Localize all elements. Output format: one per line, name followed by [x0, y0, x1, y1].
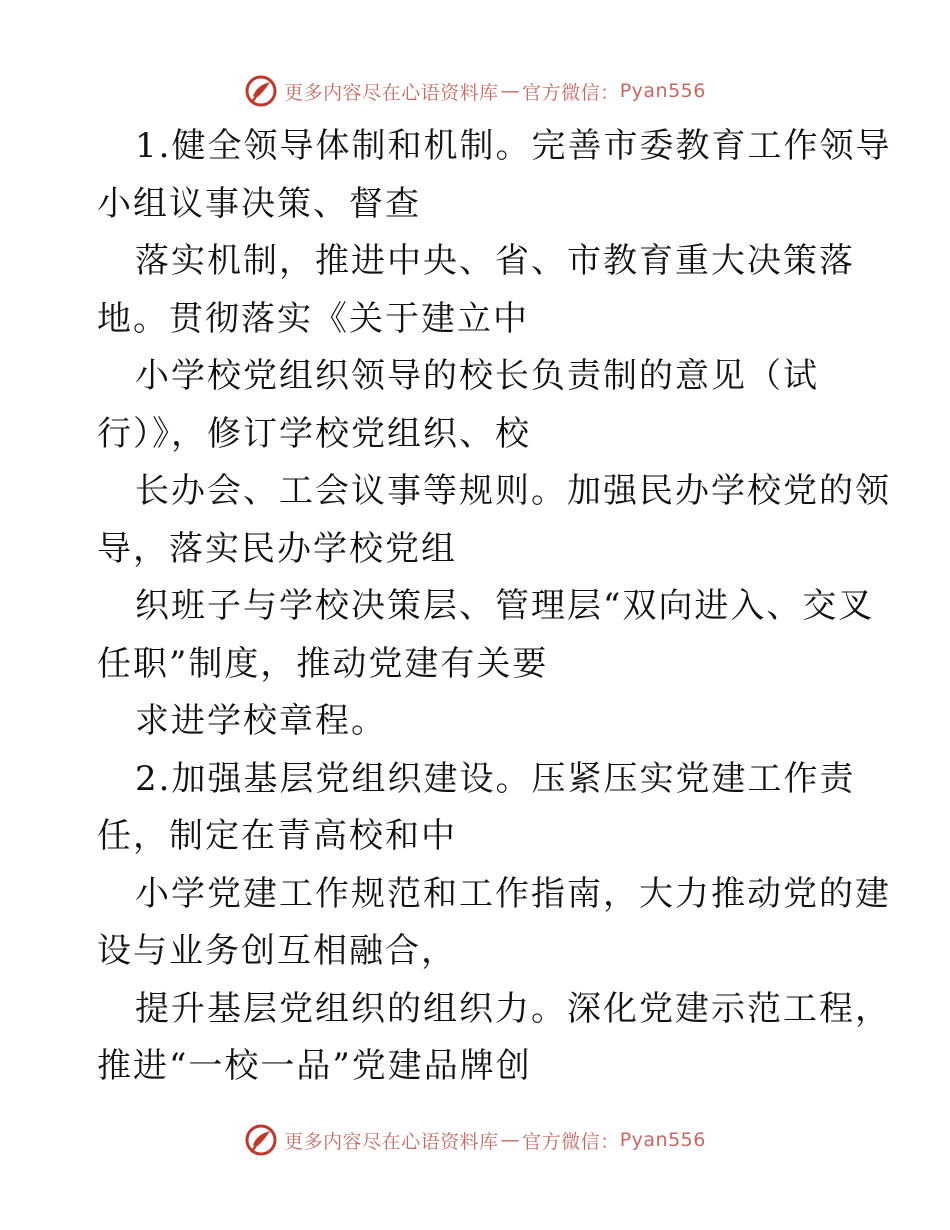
text-line: 提升基层党组织的组织力。深化党建示范工程，	[135, 988, 891, 1029]
banner-official-label: 官方微信：	[522, 1130, 620, 1153]
banner-main-text: 更多内容尽在心语资料库	[284, 81, 499, 104]
text-line: 行）》，修订学校党组织、校	[97, 413, 531, 454]
text-line: 推进“一校一品”党建品牌创	[97, 1046, 532, 1086]
text-line: 任，制定在青高校和中	[97, 816, 457, 856]
text-line: 设与业务创互相融合，	[97, 931, 457, 971]
banner-separator: —	[500, 80, 521, 102]
banner-account: Pyan556	[619, 1129, 706, 1151]
logo-icon	[244, 74, 278, 108]
banner-official-label: 官方微信：	[522, 81, 620, 104]
banner-account: Pyan556	[619, 80, 706, 102]
text-line: 求进学校章程。	[135, 701, 387, 741]
document-body	[97, 118, 892, 1096]
text-line: 长办会、工会议事等规则。加强民办学校党的领	[135, 471, 891, 511]
text-line: 地。贯彻落实《关于建立中	[97, 298, 529, 339]
text-line: 任职”制度，推动党建有关要	[97, 643, 549, 684]
text-line: 小学校党组织领导的校长负责制的意见（试	[135, 356, 819, 396]
text-line: 落实机制，推进中央、省、市教育重大决策落	[135, 241, 855, 281]
text-line: 小学党建工作规范和工作指南，大力推动党的建	[135, 873, 891, 914]
text-line: 1.健全领导体制和机制。完善市委教育工作领导	[135, 126, 892, 166]
banner-separator: —	[500, 1129, 521, 1151]
text-line: 织班子与学校决策层、管理层“双向进入、交叉	[135, 586, 875, 626]
logo-icon	[244, 1123, 278, 1157]
text-line: 2.加强基层党组织建设。压紧压实党建工作责	[135, 758, 856, 799]
footer-banner	[0, 1120, 950, 1160]
text-line: 小组议事决策、督查	[97, 183, 421, 224]
header-banner	[0, 71, 950, 111]
text-line: 导，落实民办学校党组	[97, 528, 457, 569]
banner-main-text: 更多内容尽在心语资料库	[284, 1130, 499, 1153]
